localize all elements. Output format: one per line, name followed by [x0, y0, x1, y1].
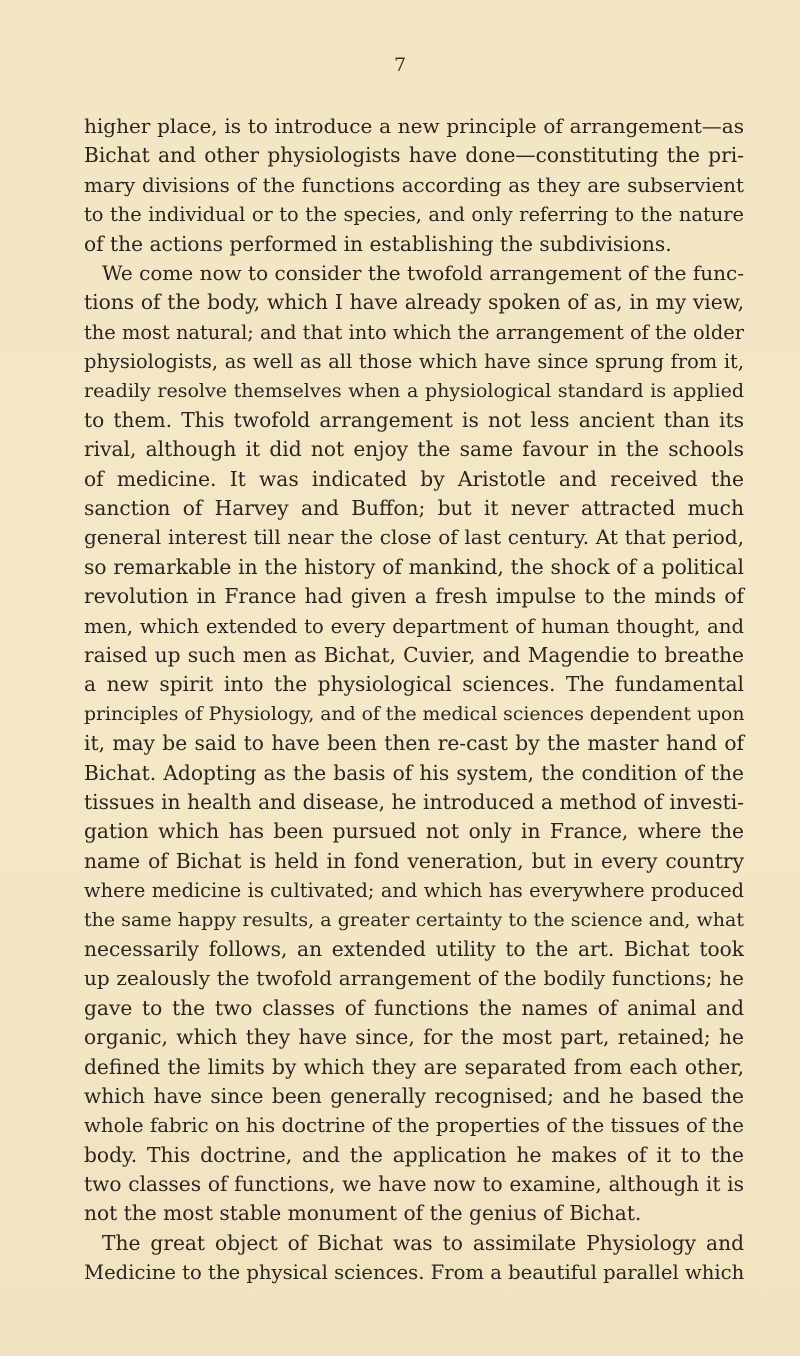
- text-line: whole fabric on his doctrine of the properties of the tissues of the: [84, 1114, 744, 1138]
- text-line: a new spirit into the physiological sciences. The fundamental: [84, 672, 744, 697]
- text-line: organic, which they have since, for the most part, retained; he: [84, 1025, 744, 1050]
- text-line: tissues in health and disease, he introduced a method of investi-: [84, 789, 744, 814]
- text-line: up zealously the twofold arrangement of the bodily functions; he: [84, 966, 744, 991]
- text-line: defined the limits by which they are separated from each other,: [84, 1054, 744, 1079]
- text-line: higher place, is to introduce a new principle of arrangement—as: [84, 114, 744, 138]
- body-text: [84, 112, 744, 1288]
- text-line: two classes of functions, we have now to examine, although it is: [84, 1172, 744, 1197]
- text-line: the same happy results, a greater certainty to the science and, what: [84, 908, 744, 931]
- text-line: Bichat and other physiologists have done—constituting the pri-: [84, 143, 744, 168]
- text-line: not the most stable monument of the genius of Bichat.: [84, 1201, 642, 1226]
- page-number: 7: [393, 54, 407, 76]
- text-line: The great object of Bichat was to assimilate Physiology and: [102, 1230, 744, 1255]
- text-line: which have since been generally recognised; and he based the: [84, 1083, 744, 1108]
- text-line: general interest till near the close of last century. At that period,: [84, 525, 744, 550]
- text-line: principles of Physiology, and of the medical sciences dependent upon: [84, 703, 745, 725]
- text-line: rival, although it did not enjoy the same favour in the schools: [84, 437, 744, 462]
- text-line: to the individual or to the species, and only referring to the nature: [84, 203, 744, 227]
- text-line: of medicine. It was indicated by Aristotle and received the: [84, 466, 744, 491]
- text-line: Bichat. Adopting as the basis of his system, the condition of the: [84, 760, 744, 785]
- text-line: to them. This twofold arrangement is not less ancient than its: [84, 407, 744, 432]
- text-line: of the actions performed in establishing the subdivisions.: [84, 231, 672, 256]
- text-line: so remarkable in the history of mankind, the shock of a political: [84, 554, 744, 579]
- text-line: gation which has been pursued not only in France, where the: [84, 819, 744, 844]
- text-line: sanction of Harvey and Buffon; but it never attracted much: [84, 496, 744, 521]
- text-line: body. This doctrine, and the application he makes of it to the: [84, 1142, 744, 1167]
- text-line: raised up such men as Bichat, Cuvier, and Magendie to breathe: [84, 643, 744, 668]
- text-line: necessarily follows, an extended utility to the art. Bichat took: [84, 936, 744, 961]
- text-line: it, may be said to have been then re-cast by the master hand of: [84, 731, 744, 756]
- text-line: tions of the body, which I have already spoken of as, in my view,: [84, 290, 744, 315]
- text-line: men, which extended to every department of human thought, and: [84, 614, 744, 638]
- text-line: physiologists, as well as all those which have since sprung from it,: [84, 350, 744, 374]
- text-line: revolution in France had given a fresh impulse to the minds of: [84, 584, 744, 609]
- text-line: Medicine to the physical sciences. From a beautiful parallel which: [84, 1261, 745, 1285]
- text-line: gave to the two classes of functions the names of animal and: [84, 995, 744, 1020]
- text-line: the most natural; and that into which the arrangement of the older: [84, 320, 744, 344]
- text-line: mary divisions of the functions according as they are subservient: [84, 173, 744, 197]
- text-line: name of Bichat is held in fond veneration, but in every country: [84, 848, 744, 873]
- text-line: where medicine is cultivated; and which has everywhere produced: [84, 879, 744, 903]
- text-line: We come now to consider the twofold arrangement of the func-: [102, 260, 744, 285]
- text-line: readily resolve themselves when a physiological standard is applied: [84, 379, 744, 402]
